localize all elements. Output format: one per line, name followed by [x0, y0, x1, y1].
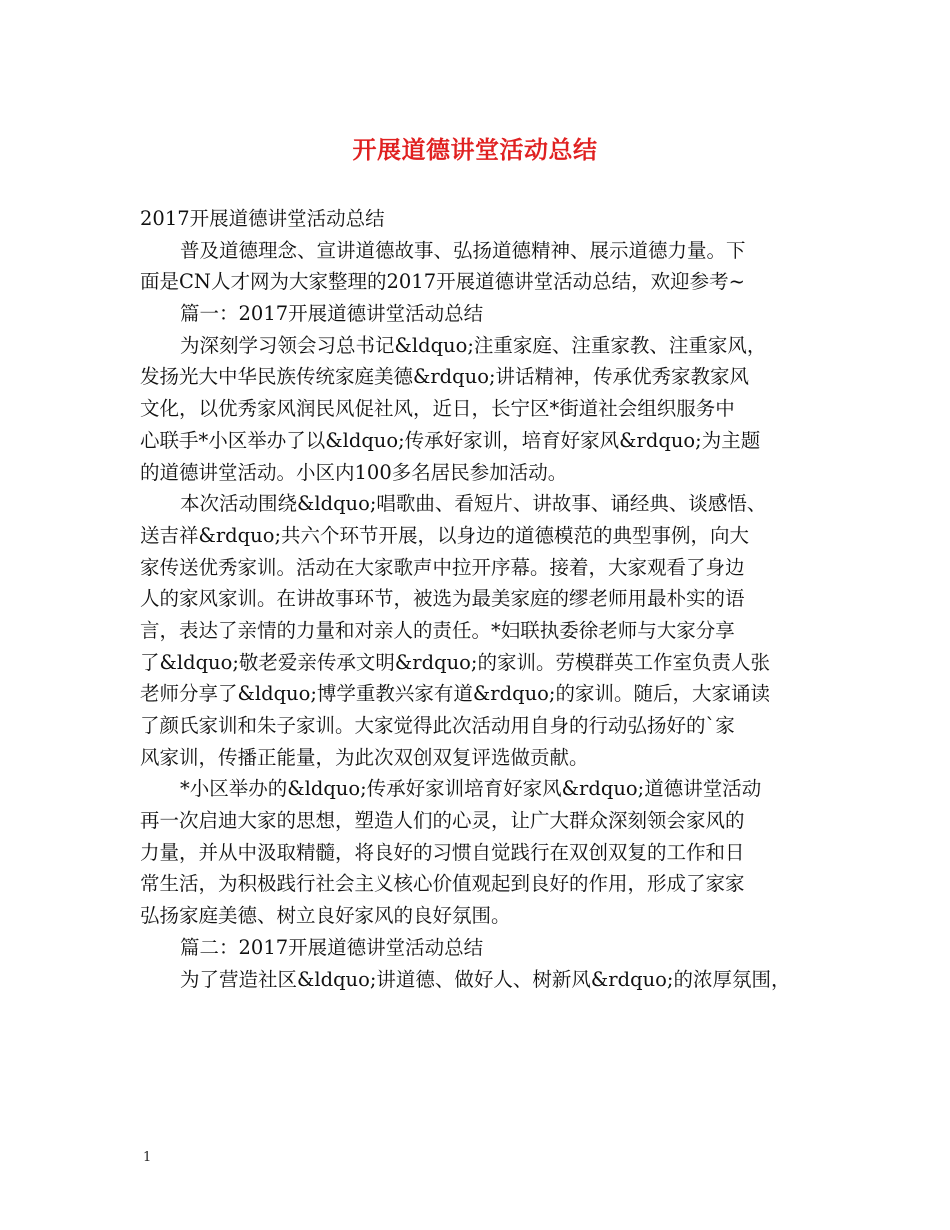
text-line: 的道德讲堂活动。小区内100多名居民参加活动。 [140, 460, 568, 484]
text-line: 本次活动围绕&ldquo;唱歌曲、看短片、讲故事、诵经典、谈感悟、 [180, 492, 767, 516]
text-line: 常生活，为积极践行社会主义核心价值观起到良好的作用，形成了家家 [140, 872, 745, 896]
text-line: 弘扬家庭美德、树立良好家风的良好氛围。 [140, 904, 511, 928]
text-line: 了&ldquo;敬老爱亲传承文明&rdquo;的家训。劳模群英工作室负责人张 [140, 650, 770, 674]
text-line: 言，表达了亲情的力量和对亲人的责任。*妇联执委徐老师与大家分享 [140, 618, 735, 642]
text-line: 家传送优秀家训。活动在大家歌声中拉开序幕。接着，大家观看了身边 [140, 555, 745, 579]
text-line: 风家训，传播正能量，为此次双创双复评选做贡献。 [140, 745, 589, 769]
text-line: 篇一：2017开展道德讲堂活动总结 [180, 302, 484, 326]
text-line: 了颜氏家训和朱子家训。大家觉得此次活动用自身的行动弘扬好的`家 [140, 714, 735, 737]
page-number: 1 [143, 1150, 152, 1165]
document-title: 开展道德讲堂活动总结 [352, 135, 598, 164]
text-line: 为了营造社区&ldquo;讲道德、做好人、树新风&rdquo;的浓厚氛围， [180, 967, 791, 991]
text-line: 老师分享了&ldquo;博学重教兴家有道&rdquo;的家训。随后，大家诵读 [140, 682, 770, 706]
text-line: 人的家风家训。在讲故事环节，被选为最美家庭的缪老师用最朴实的语 [140, 587, 745, 611]
text-line: 力量，并从中汲取精髓，将良好的习惯自觉践行在双创双复的工作和日 [140, 840, 745, 864]
text-line: 文化，以优秀家风润民风促社风，近日，长宁区*街道社会组织服务中 [140, 397, 735, 421]
text-line: 发扬光大中华民族传统家庭美德&rdquo;讲话精神，传承优秀家教家风 [140, 365, 750, 389]
text-line: 面是CN人才网为大家整理的2017开展道德讲堂活动总结，欢迎参考~ [140, 270, 745, 294]
text-line: 篇二：2017开展道德讲堂活动总结 [180, 935, 484, 959]
text-line: 再一次启迪大家的思想，塑造人们的心灵，让广大群众深刻领会家风的 [140, 809, 745, 833]
text-line: 普及道德理念、宣讲道德故事、弘扬道德精神、展示道德力量。下 [180, 238, 746, 262]
text-line: 心联手*小区举办了以&ldquo;传承好家训，培育好家风&rdquo;为主题 [140, 428, 761, 452]
text-line: 为深刻学习领会习总书记&ldquo;注重家庭、注重家教、注重家风， [180, 333, 767, 357]
text-line: 送吉祥&rdquo;共六个环节开展，以身边的道德模范的典型事例，向大 [140, 523, 750, 547]
text-line: 2017开展道德讲堂活动总结 [140, 207, 385, 230]
document-body [140, 203, 820, 995]
text-line: *小区举办的&ldquo;传承好家训培育好家风&rdquo;道德讲堂活动 [180, 777, 762, 801]
